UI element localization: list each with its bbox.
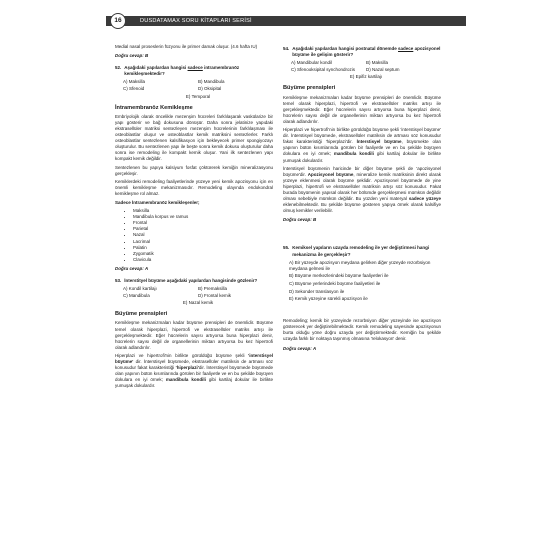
option-e[interactable]: E) Temporal — [185, 93, 211, 99]
emphasis-sadece: sadece — [187, 65, 203, 71]
option-e[interactable]: E) Nazal kemik — [182, 300, 214, 306]
paragraph: Kemikleşme mekanizmaları kadar büyüme prensipleri de önemlidir. Büyüme temel olarak hiperplazi, hipertrofi ve ekstrasellüler matriks artışı ile gerçekleşmektedir. Eğer hücrelerin sayısı artıyorsa buna hiperplazi denir, hücrelerin sayısı değil de organellerinin miktarı artıyorsa bu kez hipertrofi olarak adlandırılır. — [283, 94, 441, 124]
heading-intramembranous: İntramembranöz Kemikleşme — [115, 104, 193, 111]
list-item: • Palatin — [133, 245, 273, 251]
option-c[interactable]: C) Sfenoid — [123, 86, 145, 92]
question-54: 54. Aşağıdaki yapılardan hangisi postnatal dönemde sadece apozisyonel büyüme ile gelişim gösterir? — [283, 46, 441, 58]
list-item: • Nazal — [133, 232, 273, 238]
list-item: • Zygomatik — [133, 251, 273, 257]
option-b[interactable]: B) Büyüme merkezlerindeki büyüme faaliyetleri ile — [289, 273, 389, 279]
paragraph: Embriyolojik olarak öncelikle mezenşim hücreleri farklılaşarak vaskülarize bir yapı gösterir ve bağ dokusuna dönüşür. Daha sonra jelatinize yapıdaki ekstrasellüler matriksi sentezleyen mezenşim hücrelerinin farklılaşması ile osteoblastlar oluşur ve osteoblastlar kemik matriksini sentezlerler. Farklı osteoblastlar sentezlenen kalsifikasyon için bekleyecek primer spongiyozayı oluşturulur. Bu sentezlenen yapı ile beşte sonra kemik dokusu oluşturulur daha sonra ise remodeling ile kompakt kemik oluşur. Yani ilk sentezlenen yapı kompakt kemik değildir. — [115, 113, 273, 162]
option-b[interactable]: B) Premaksilla — [198, 286, 228, 292]
answer-55: Doğru cevap: A — [283, 345, 317, 351]
list-item: • Maksilla — [133, 208, 273, 214]
option-a[interactable]: A) Mandibular kondil — [291, 60, 333, 66]
bone-list — [115, 208, 273, 263]
list-item: • Mandibula korpus ve ramus — [133, 214, 273, 220]
option-c[interactable]: C) Mandibula — [123, 293, 150, 299]
paragraph: Hiperplazi ve hipertrofi'nin birlikte görüldüğü büyüme şekli 'interstisyel büyüme' dir. İnterstisyel büyümede, ekstrasellüler matriksin de artması söz konusudur fakat karakteristiği 'hiperplazi'dir. İnterstisyel büyüme, büyümekte olan yapının bütün kısımlarında görülen bir faaliyetle ve en bu şekilde büyüyen dokulara en iyi örnek; mandibula kondili gibi kartilaj dokular ile birlikte yumuşak dokulardır. — [283, 127, 442, 163]
heading-growth: Büyüme prensipleri — [115, 311, 168, 318]
list-item: • Clavicula — [133, 257, 273, 263]
paragraph: Remodeling; kemik bir yüzeyinde rezorbsiyon diğer yüzeyinde ise apozisyon gösterecek yer değiştirebilmektedir. Kemik remodeling sayesinde apozisyonun burta olduğu yöne doğru uzayda yer değiştirmektedir. Kemiğin bu şekilde uzayda farklı bir noktaya taşınmış olmasına 'relokasyon' denir. — [283, 318, 441, 342]
option-a[interactable]: A) Kondil kartilajı — [123, 286, 157, 292]
question-53: 53. İnterstityel büyüme aşağıdaki yapılardan hangisinde gözlenir? — [115, 278, 258, 283]
list-item: • Lacrimal — [133, 239, 273, 245]
emphasis-sadece: sadece — [398, 46, 414, 51]
list-item: • Frontal — [133, 220, 273, 226]
list-item: • Parietal — [133, 226, 273, 232]
series-title: DUSDATAMAX SORU KİTAPLARI SERİSİ — [140, 18, 252, 24]
option-a[interactable]: A) Maksilla — [123, 79, 146, 85]
paragraph: Kemiklerdeki remodeling faaliyetlerinde yüzeye yeni kemik apozisyonu için en önemli kemikleşme mekanizmasıdır. Remodeling olayında endokondral kemikleşme rol almaz. — [115, 178, 273, 196]
option-c[interactable]: C) Büyüme yerlerindeki büyüme faaliyetleri ile — [289, 280, 381, 286]
right-column — [283, 44, 441, 358]
option-d[interactable]: D) Frontal kemik — [198, 293, 232, 299]
option-a[interactable]: A) Bir yüzeyde apozisyon meydana gelirken diğer yüzeyde rezorbsiyon meydana gelmesi ile — [289, 259, 431, 271]
option-b[interactable]: B) Maksilla — [366, 60, 389, 66]
option-d[interactable]: D) Nazal septum — [366, 67, 400, 73]
intro-paragraph: Medial nasal proseslerin füzyonu ile primer damak oluşur. (4.6 hafta IU) — [115, 44, 258, 49]
option-d[interactable]: D) Oksipital — [198, 86, 222, 92]
question-55: 55. Kemiksel yapıların uzayda remodeling ile yer değiştirmesi hangi mekanizma ile gerçekleşir? — [283, 245, 430, 257]
option-c[interactable]: C) Sfenooksipital synchondrozis — [291, 67, 356, 73]
answer-54: Doğru cevap: B — [283, 217, 317, 223]
paragraph: Kemikleşme mekanizmaları kadar büyüme prensipleri de önemlidir. Büyüme temel olarak hiperplazi, hipertrofi ve ekstrasellüler matriks artışı ile gerçekleşmektedir. Eğer hücrelerin sayısı artıyorsa buna hiperplazi denir, hücrelerin sayısı değil de organellerinin miktarı artıyorsa bu kez hipertrofi olarak adlandırılır. — [115, 320, 273, 350]
options-53 — [123, 286, 273, 306]
option-b[interactable]: B) Mandibula — [198, 79, 225, 85]
paragraph: Hiperplazi ve hipertrofi'nin birlikte görüldüğü büyüme şekli 'interstisyel büyüme' dir. İnterstisyel büyümede, ekstrasellüler matriksin de artması söz konusudur fakat karakteristiği 'hiperplazi'dir. İnterstisyel büyümede büyümede olan yapının bütün kısımlarında görülen bir faaliyetle ve en bu şekilde büyüyen dokulara en iyi örnek; mandibula kondili gibi kartilaj dokular ile birlikte yumuşak dokulardır. — [115, 352, 274, 389]
heading-growth: Büyüme prensipleri — [283, 85, 336, 92]
answer-previous: Doğru cevap: B — [115, 53, 149, 59]
options-52 — [123, 79, 273, 99]
option-e[interactable]: E) Kemik yüzeyine sürekli apozisyon ile — [289, 296, 368, 302]
options-55 — [289, 260, 441, 303]
paragraph: İnterstisyel büyümenin haricinde bir diğer büyüme şekli de 'apozisyonel büyüme'dir. Apozisyonel büyüme, mineralize kemik matriksinin direkt olarak yüzeye eklenmesi olarak büyüme şeklidir. Apozisyonel büyümede de yine hiperplazi, hipertrofi ve ekstrasellüler matriksin artışı söz konusudur. Fakat burada büyümenin yapısal olarak her bölümde gerçekleşmesi mümkün değildir olması sebebiyle mümkün değildir. Bu yüzden yeni materyal sadece yüzeye eklenebilmektedir. Bu şekilde büyüme gösteren yapıya örnek olarak kalsifiye olmuş kemikler verilebilir. — [283, 165, 441, 214]
option-d[interactable]: D) Sekonder translasyon ile — [289, 288, 345, 294]
options-54 — [291, 60, 441, 80]
page-number: 16 — [110, 13, 126, 29]
option-e[interactable]: E) Epifiz kartilajı — [349, 74, 383, 80]
paragraph: Sentezlenen bu yapıya kalsiyum fosfat çöktürerek kemiğin mineralizasyonu gerçekleşir. — [115, 164, 273, 176]
subheading-bones: Sadece İntramembranöz kemikleşenler; — [115, 199, 200, 205]
left-column — [115, 44, 273, 392]
question-52: 52. Aşağıdaki yapılardan hangisi sadece intramembranöz kemikleşmektedir? — [115, 65, 240, 77]
answer-52: Doğru cevap: A — [115, 265, 149, 271]
